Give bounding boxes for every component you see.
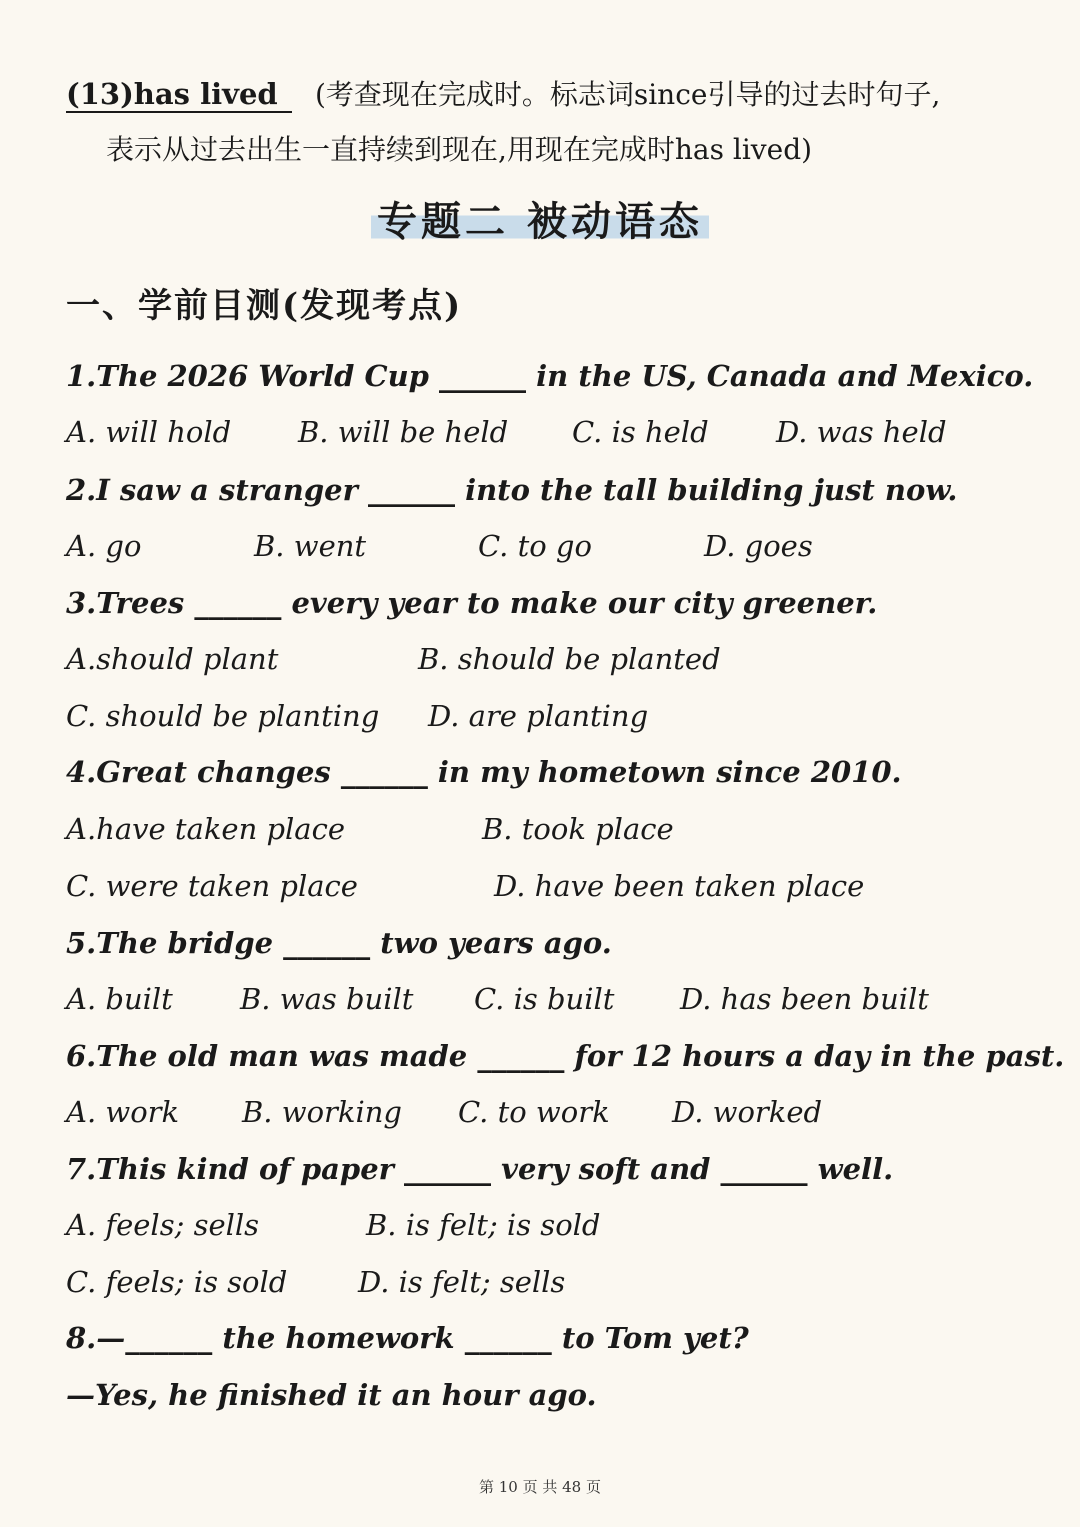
answer-13: (13)has lived (66, 77, 292, 113)
option-a: A.have taken place (66, 812, 345, 846)
topic-title-wrap (0, 190, 1080, 247)
question-4-stem: 4.Great changes ______ in my hometown since 2010. (66, 755, 902, 789)
option-c: C. to go (478, 529, 592, 563)
option-b: B. working (242, 1095, 402, 1129)
option-d: D. is felt; sells (358, 1265, 566, 1299)
option-d: D. goes (704, 529, 813, 563)
option-a: A. will hold (66, 415, 232, 449)
intro-line-1 (66, 76, 940, 113)
question-1-stem: 1.The 2026 World Cup ______ in the US, Canada and Mexico. (66, 359, 1034, 393)
question-8-stem: 8.—______ the homework ______ to Tom yet? (66, 1321, 749, 1355)
option-b: B. is felt; is sold (366, 1208, 601, 1242)
question-7-stem: 7.This kind of paper ______ very soft and ______ well. (66, 1152, 894, 1186)
option-c: C. is held (572, 415, 709, 449)
option-a: A.should plant (66, 642, 279, 676)
option-d: D. have been taken place (494, 869, 865, 903)
option-c: C. to work (458, 1095, 610, 1129)
question-5-stem: 5.The bridge ______ two years ago. (66, 926, 612, 960)
option-b: B. went (254, 529, 367, 563)
option-b: B. took place (482, 812, 674, 846)
option-d: D. worked (672, 1095, 823, 1129)
option-a: A. feels; sells (66, 1208, 260, 1242)
topic-title: 专题二 被动语态 (371, 190, 709, 247)
option-d: D. are planting (428, 699, 649, 733)
option-a: A. work (66, 1095, 180, 1129)
option-d: D. was held (776, 415, 947, 449)
question-8-reply: —Yes, he finished it an hour ago. (66, 1378, 597, 1412)
option-c: C. should be planting (66, 699, 380, 733)
option-d: D. has been built (680, 982, 929, 1016)
question-6-stem: 6.The old man was made ______ for 12 hours a day in the past. (66, 1039, 1065, 1073)
option-b: B. will be held (298, 415, 509, 449)
answer-note-1: (考查现在完成时。标志词since引导的过去时句子, (314, 78, 941, 111)
question-2-stem: 2.I saw a stranger ______ into the tall building just now. (66, 473, 958, 507)
option-c: C. is built (474, 982, 615, 1016)
option-c: C. feels; is sold (66, 1265, 288, 1299)
option-c: C. were taken place (66, 869, 358, 903)
question-3-stem: 3.Trees ______ every year to make our city greener. (66, 586, 878, 620)
option-a: A. go (66, 529, 142, 563)
option-b: B. was built (240, 982, 414, 1016)
option-b: B. should be planted (418, 642, 721, 676)
section-title: 一、学前目测(发现考点) (66, 286, 463, 326)
answer-note-2: 表示从过去出生一直持续到现在,用现在完成时has lived) (106, 133, 813, 166)
option-a: A. built (66, 982, 173, 1016)
page-footer: 第 10 页 共 48 页 (478, 1478, 601, 1496)
